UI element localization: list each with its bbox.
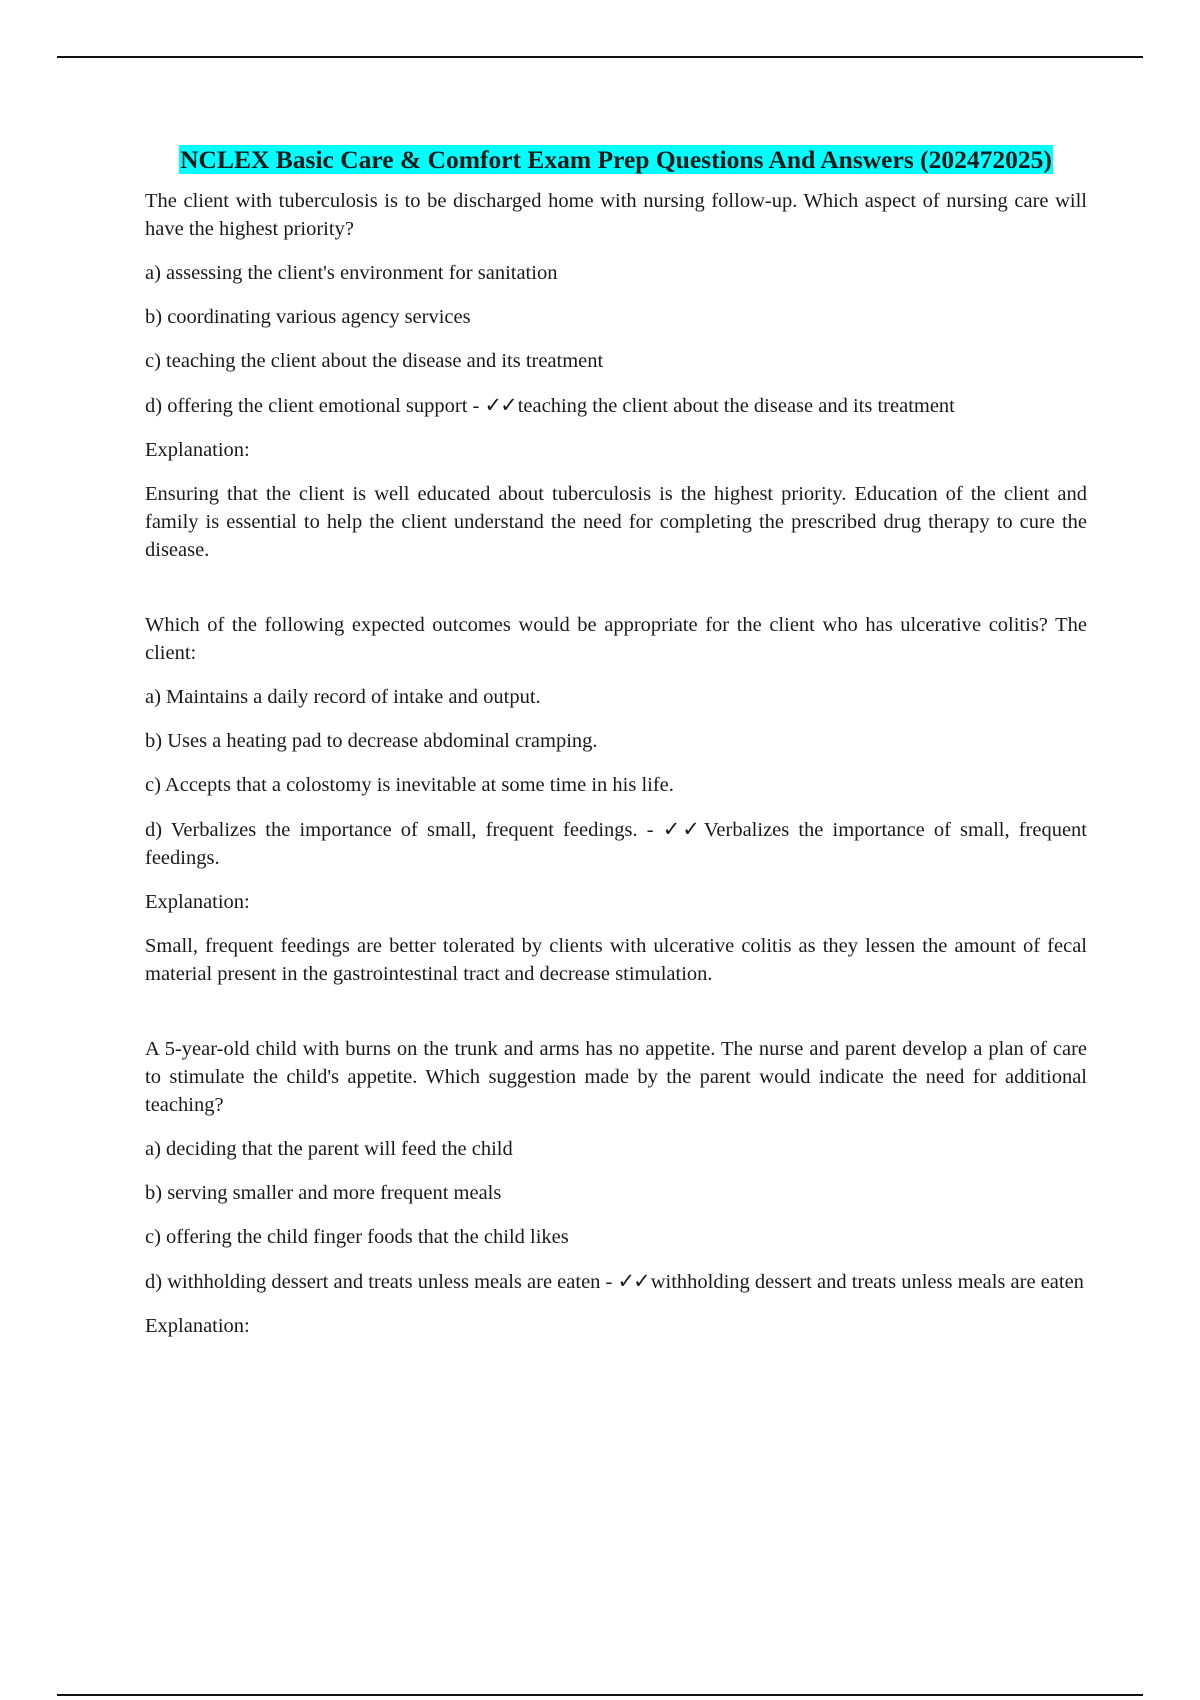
option-c: c) Accepts that a colostomy is inevitable at some time in his life.	[145, 774, 674, 796]
question-block-3	[145, 1035, 1087, 1340]
correct-answer: withholding dessert and treats unless meals are eaten	[650, 1271, 1084, 1293]
question-text: Which of the following expected outcomes would be appropriate for the client who has ulcerative colitis? The client:	[145, 614, 1087, 664]
explanation-label: Explanation:	[145, 439, 250, 461]
option-c: c) offering the child finger foods that the child likes	[145, 1226, 569, 1248]
document-title-highlight: NCLEX Basic Care & Comfort Exam Prep Questions And Answers (202472025)	[180, 145, 1052, 174]
option-d-with-answer	[145, 815, 1087, 872]
option-b: b) serving smaller and more frequent meals	[145, 1182, 502, 1204]
explanation-text: Small, frequent feedings are better tolerated by clients with ulcerative colitis as they lessen the amount of fecal material present in the gastrointestinal tract and decrease stimulation.	[145, 935, 1087, 985]
option-c: c) teaching the client about the disease and its treatment	[145, 350, 604, 372]
correct-answer: teaching the client about the disease and its treatment	[517, 395, 955, 417]
document-page	[145, 143, 1087, 1356]
question-block-2	[145, 611, 1087, 988]
explanation-text: Ensuring that the client is well educated about tuberculosis is the highest priority. Education of the client and family is essential to help the client understand the need for completing the prescribed drug therapy to cure the disease.	[145, 483, 1087, 561]
option-d: d) withholding dessert and treats unless meals are eaten -	[145, 1271, 613, 1293]
explanation-label: Explanation:	[145, 891, 250, 913]
option-a: a) Maintains a daily record of intake and output.	[145, 686, 541, 708]
option-d-with-answer	[145, 391, 1087, 420]
option-a: a) assessing the client's environment for sanitation	[145, 262, 558, 284]
option-d-with-answer	[145, 1267, 1087, 1296]
correct-answer: Verbalizes the importance of small, frequent feedings.	[145, 819, 1087, 869]
option-b: b) Uses a heating pad to decrease abdominal cramping.	[145, 730, 598, 752]
explanation-label: Explanation:	[145, 1315, 250, 1337]
option-d: d) Verbalizes the importance of small, frequent feedings. -	[145, 819, 654, 841]
option-a: a) deciding that the parent will feed the child	[145, 1138, 513, 1160]
footer-rule	[57, 1694, 1143, 1696]
double-check-icon: ✓✓	[662, 817, 702, 841]
header-rule	[57, 56, 1143, 58]
double-check-icon: ✓✓	[617, 1269, 649, 1293]
document-title	[145, 143, 1087, 177]
question-text: The client with tuberculosis is to be discharged home with nursing follow-up. Which aspect of nursing care will have the highest priority?	[145, 190, 1087, 240]
question-text: A 5-year-old child with burns on the trunk and arms has no appetite. The nurse and parent develop a plan of care to stimulate the child's appetite. Which suggestion made by the parent would indicate the need for additional teaching?	[145, 1038, 1087, 1116]
option-b: b) coordinating various agency services	[145, 306, 471, 328]
option-d: d) offering the client emotional support -	[145, 395, 480, 417]
double-check-icon: ✓✓	[484, 393, 516, 417]
question-block-1	[145, 187, 1087, 564]
